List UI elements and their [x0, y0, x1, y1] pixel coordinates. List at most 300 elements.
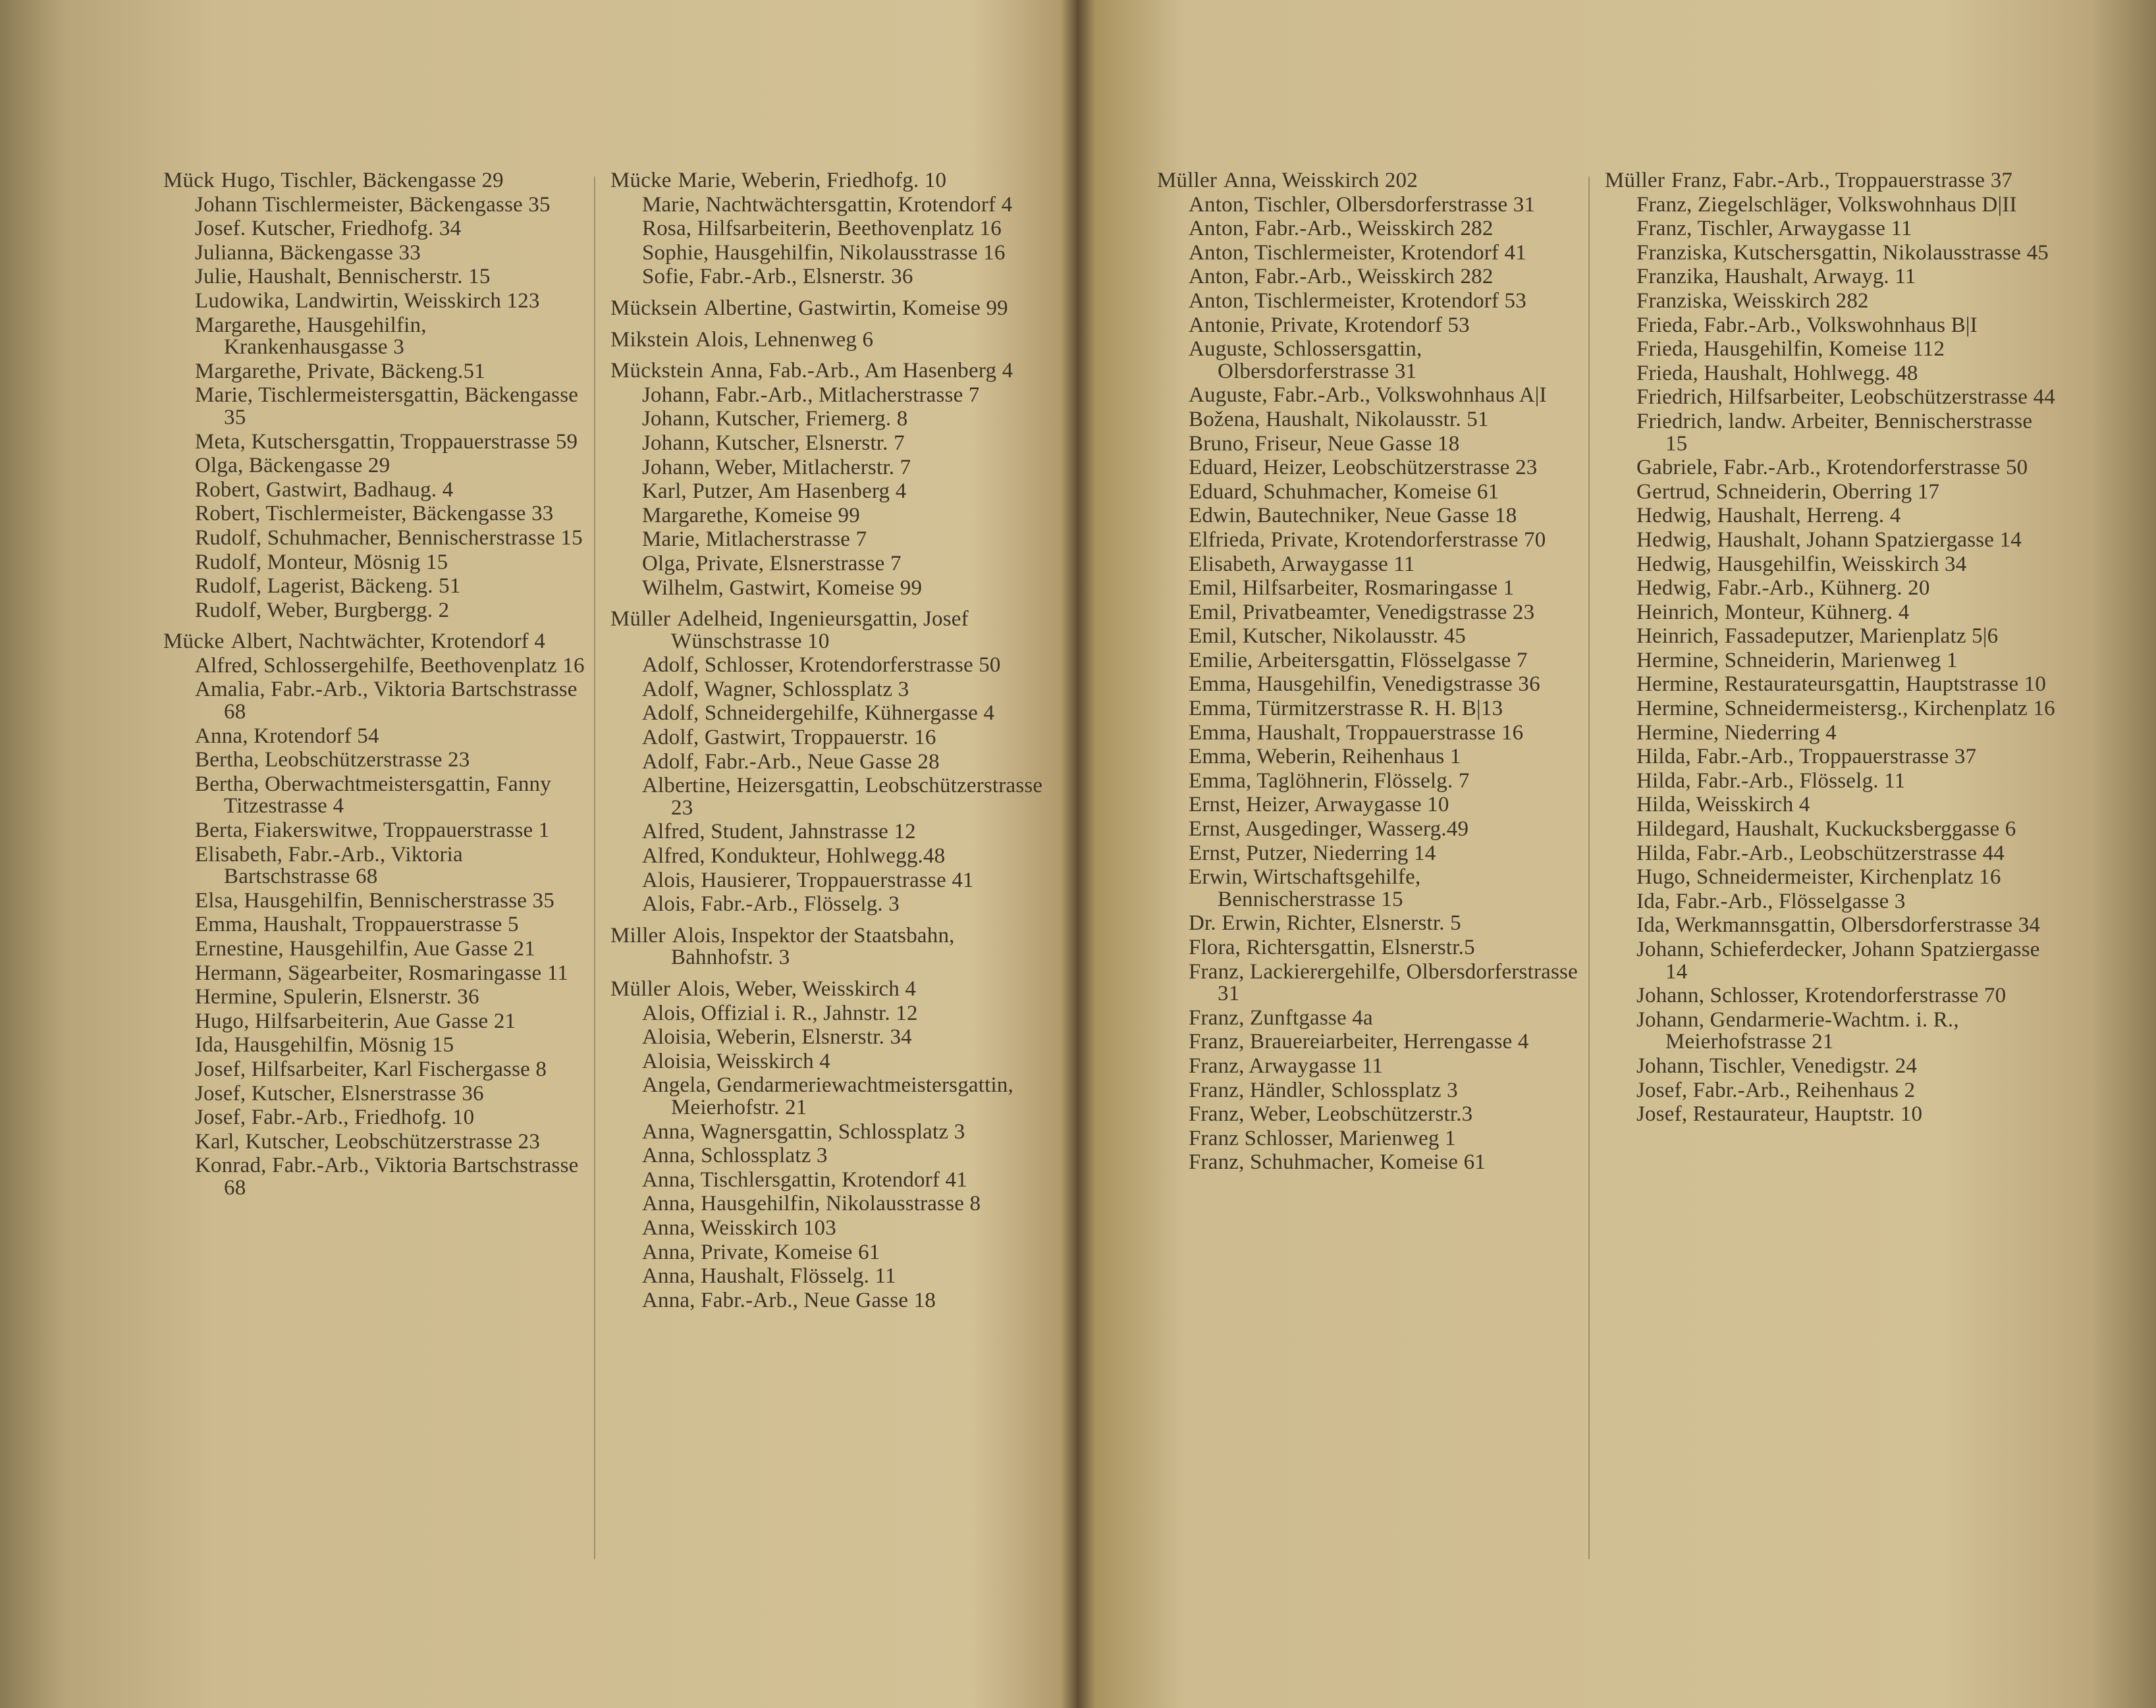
- entry-text: Friedrich, landw. Arbeiter, Bennischerstrasse 15: [1636, 409, 2033, 456]
- directory-entry: [163, 575, 585, 598]
- directory-entry: [163, 914, 585, 936]
- directory-entry: [1157, 385, 1578, 407]
- directory-entry: [1157, 481, 1578, 504]
- entry-text: Albertine, Gastwirtin, Komeise 99: [703, 296, 1008, 320]
- entry-text: Anna, Wagnersgattin, Schlossplatz 3: [642, 1119, 965, 1144]
- directory-entry: [1605, 650, 2059, 672]
- directory-entry: [1157, 794, 1578, 816]
- entry-text: Hermine, Schneiderin, Marienweg 1: [1636, 648, 1958, 672]
- directory-entry: [610, 194, 1058, 217]
- entry-text: Anna, Hausgehilfin, Nikolausstrasse 8: [642, 1192, 981, 1216]
- directory-entry: [1605, 481, 2059, 504]
- entry-text: Heinrich, Monteur, Kühnerg. 4: [1636, 600, 1910, 624]
- entry-text: Elfrieda, Private, Krotendorferstrasse 70: [1189, 527, 1546, 552]
- directory-entry: [1157, 409, 1578, 431]
- entry-text: Ernestine, Hausgehilfin, Aue Gasse 21: [195, 937, 535, 961]
- directory-entry: [163, 1034, 585, 1057]
- directory-entry: [1605, 411, 2059, 455]
- entry-text: Emil, Hilfsarbeiter, Rosmaringasse 1: [1189, 576, 1515, 600]
- directory-entry: [610, 1051, 1058, 1073]
- entry-text: Franz, Weber, Leobschützerstr.3: [1189, 1102, 1473, 1127]
- entry-text: Anna, Weisskirch 103: [642, 1215, 836, 1240]
- column-3: [1157, 170, 1578, 1176]
- directory-entry: [610, 679, 1058, 701]
- directory-entry: [1605, 915, 2059, 937]
- directory-entry: [610, 553, 1058, 575]
- surname: Müller: [1157, 169, 1218, 192]
- entry-text: Josef, Hilfsarbeiter, Karl Fischergasse 8: [195, 1057, 547, 1081]
- directory-entry: [163, 503, 585, 525]
- entry-text: Josef, Fabr.-Arb., Reihenhaus 2: [1636, 1078, 1916, 1102]
- entry-text: Hilda, Weisskirch 4: [1636, 793, 1810, 817]
- directory-entry: [1157, 1104, 1578, 1126]
- entry-text: Hedwig, Hausgehilfin, Weisskirch 34: [1636, 552, 1967, 576]
- entry-text: Ida, Hausgehilfin, Mösnig 15: [195, 1033, 454, 1057]
- directory-entry: [610, 894, 1058, 916]
- surname: Müller: [610, 977, 671, 1001]
- entry-text: Josef, Fabr.-Arb., Friedhofg. 10: [195, 1106, 475, 1130]
- directory-entry: [1157, 194, 1578, 217]
- entry-text: Hilda, Fabr.-Arb., Leobschützerstrasse 44: [1636, 841, 2005, 865]
- directory-entry: [1157, 433, 1578, 456]
- entry-text: Berta, Fiakerswitwe, Troppauerstrasse 1: [195, 818, 550, 843]
- surname: Mücke: [163, 629, 225, 654]
- entry-text: Alfred, Schlossergehilfe, Beethovenplatz 16: [195, 653, 585, 678]
- entry-text: Franz, Fabr.-Arb., Troppauerstrasse 37: [1671, 169, 2013, 192]
- directory-entry-surname: [163, 631, 585, 653]
- entry-text: Anton, Fabr.-Arb., Weisskirch 282: [1189, 217, 1494, 241]
- directory-entry-surname: [610, 170, 1058, 192]
- entry-text: Johann, Schlosser, Krotendorferstrasse 70: [1636, 984, 2007, 1008]
- directory-entry: [1157, 242, 1578, 265]
- directory-entry: [610, 433, 1058, 455]
- directory-entry: [1157, 626, 1578, 648]
- directory-entry: [1605, 939, 2059, 983]
- entry-text: Hildegard, Haushalt, Kuckucksberggasse 6: [1636, 817, 2016, 841]
- entry-text: Franz, Händler, Schlossplatz 3: [1189, 1078, 1458, 1102]
- directory-entry: [1605, 338, 2059, 361]
- directory-entry: [163, 844, 585, 888]
- column-divider: [594, 176, 595, 1559]
- entry-text: Adolf, Schneidergehilfe, Kühnergasse 4: [642, 701, 995, 726]
- directory-entry: [1157, 818, 1578, 841]
- entry-text: Bertha, Leobschützerstrasse 23: [195, 748, 470, 772]
- entry-text: Hedwig, Fabr.-Arb., Kühnerg. 20: [1636, 576, 1930, 600]
- directory-entry: [1157, 1128, 1578, 1150]
- directory-entry: [1605, 387, 2059, 409]
- entry-text: Alfred, Student, Jahnstrasse 12: [642, 820, 916, 844]
- directory-entry: [1605, 698, 2059, 720]
- directory-entry: [1157, 961, 1578, 1005]
- entry-text: Albert, Nachtwächter, Krotendorf 4: [230, 629, 546, 654]
- directory-entry: [610, 457, 1058, 479]
- directory-entry-surname: [1157, 170, 1578, 192]
- entry-text: Rosa, Hilfsarbeiterin, Beethovenplatz 16: [642, 217, 1002, 241]
- entry-text: Hilda, Fabr.-Arb., Troppauerstrasse 37: [1636, 745, 1977, 769]
- entry-text: Ernst, Putzer, Niederring 14: [1189, 841, 1436, 865]
- directory-entry: [163, 194, 585, 217]
- entry-text: Elisabeth, Fabr.-Arb., Viktoria Bartschstrasse 68: [195, 842, 463, 889]
- directory-entry: [163, 290, 585, 313]
- directory-entry: [1605, 1104, 2059, 1126]
- directory-entry: [1605, 315, 2059, 337]
- directory-entry: [610, 775, 1058, 819]
- entry-text: Anna, Weisskirch 202: [1224, 169, 1418, 192]
- entry-text: Auguste, Schlossersgattin, Olbersdorferstrasse 31: [1189, 337, 1422, 383]
- entry-text: Emma, Hausgehilfin, Venedigstrasse 36: [1189, 672, 1540, 697]
- directory-entry: [1605, 891, 2059, 913]
- directory-entry: [163, 455, 585, 477]
- column-divider: [1588, 176, 1590, 1559]
- directory-entry: [1157, 650, 1578, 672]
- directory-entry: [163, 479, 585, 502]
- directory-entry: [1157, 577, 1578, 600]
- directory-entry: [163, 1059, 585, 1081]
- directory-entry: [1605, 674, 2059, 696]
- directory-entry: [1157, 315, 1578, 337]
- entry-text: Emma, Haushalt, Troppauerstrasse 5: [195, 913, 519, 937]
- entry-text: Emma, Haushalt, Troppauerstrasse 16: [1189, 720, 1524, 745]
- directory-entry: [1605, 194, 2059, 217]
- directory-entry: [610, 1121, 1058, 1144]
- entry-text: Antonie, Private, Krotendorf 53: [1189, 313, 1470, 337]
- directory-entry: [1157, 457, 1578, 479]
- directory-entry: [610, 1290, 1058, 1312]
- entry-text: Ernst, Ausgedinger, Wasserg.49: [1189, 817, 1469, 841]
- directory-entry: [1605, 985, 2059, 1007]
- entry-text: Hermine, Schneidermeistersg., Kirchenplatz 16: [1636, 697, 2055, 721]
- directory-entry: [1605, 290, 2059, 313]
- entry-text: Adolf, Fabr.-Arb., Neue Gasse 28: [642, 749, 940, 774]
- directory-entry: [1157, 1055, 1578, 1078]
- directory-entry: [163, 938, 585, 961]
- directory-entry: [163, 1011, 585, 1033]
- entry-text: Anton, Tischlermeister, Krotendorf 53: [1189, 288, 1526, 313]
- directory-entry: [163, 385, 585, 429]
- directory-entry: [1605, 529, 2059, 552]
- directory-entry: [610, 408, 1058, 431]
- directory-entry: [610, 1266, 1058, 1288]
- entry-text: Alois, Fabr.-Arb., Flösselg. 3: [642, 892, 900, 917]
- directory-entry: [1605, 554, 2059, 576]
- directory-entry: [610, 1217, 1058, 1240]
- entry-text: Hugo, Tischler, Bäckengasse 29: [221, 169, 504, 192]
- entry-text: Josef, Restaurateur, Hauptstr. 10: [1636, 1102, 1923, 1127]
- directory-entry: [163, 218, 585, 240]
- entry-text: Aloisia, Weisskirch 4: [642, 1049, 830, 1073]
- entry-text: Eduard, Heizer, Leobschützerstrasse 23: [1189, 456, 1538, 480]
- surname: Miller: [610, 923, 666, 947]
- entry-text: Hedwig, Haushalt, Johann Spatziergasse 14: [1636, 527, 2022, 552]
- directory-entry-surname: [610, 608, 1058, 653]
- directory-entry: [1157, 554, 1578, 576]
- entry-text: Frieda, Haushalt, Hohlwegg. 48: [1636, 361, 1918, 385]
- directory-entry: [610, 218, 1058, 240]
- entry-text: Margarethe, Private, Bäckeng.51: [195, 359, 485, 383]
- directory-entry: [163, 431, 585, 454]
- directory-entry: [163, 527, 585, 550]
- directory-entry: [1605, 626, 2059, 648]
- entry-text: Edwin, Bautechniker, Neue Gasse 18: [1189, 504, 1517, 528]
- directory-entry: [163, 1131, 585, 1154]
- entry-text: Anna, Haushalt, Flösselg. 11: [642, 1264, 896, 1289]
- entry-text: Emil, Privatbeamter, Venedigstrasse 23: [1189, 600, 1535, 624]
- entry-text: Anna, Private, Komeise 61: [642, 1240, 880, 1264]
- entry-text: Alfred, Kondukteur, Hohlwegg.48: [642, 844, 946, 868]
- entry-text: Meta, Kutschersgattin, Troppauerstrasse 59: [195, 429, 578, 454]
- entry-text: Franziska, Kutschersgattin, Nikolausstrasse 45: [1636, 240, 2049, 265]
- entry-text: Franz, Arwaygasse 11: [1189, 1054, 1384, 1078]
- directory-entry: [1157, 529, 1578, 552]
- surname: Müller: [610, 607, 671, 631]
- entry-text: Marie, Mitlacherstrasse 7: [642, 527, 867, 552]
- directory-entry-surname: [610, 360, 1058, 383]
- directory-entry: [610, 1075, 1058, 1119]
- directory-entry: [610, 1145, 1058, 1167]
- entry-text: Rudolf, Lagerist, Bäckeng. 51: [195, 574, 461, 599]
- entry-text: Franz, Brauereiarbeiter, Herrengasse 4: [1189, 1030, 1529, 1054]
- directory-entry: [1605, 363, 2059, 385]
- directory-entry: [1605, 1080, 2059, 1102]
- entry-text: Hermine, Restaurateursgattin, Hauptstrasse 10: [1636, 672, 2047, 697]
- directory-entry: [1605, 602, 2059, 624]
- directory-entry: [610, 751, 1058, 774]
- entry-text: Ida, Fabr.-Arb., Flösselgasse 3: [1636, 889, 1906, 913]
- entry-text: Franz, Lackierergehilfe, Olbersdorferstrasse 31: [1189, 959, 1578, 1006]
- entry-text: Alois, Weber, Weisskirch 4: [677, 977, 917, 1001]
- directory-entry: [1605, 457, 2059, 479]
- entry-text: Aloisia, Weberin, Elsnerstr. 34: [642, 1025, 912, 1050]
- directory-entry: [163, 600, 585, 622]
- entry-text: Karl, Putzer, Am Hasenberg 4: [642, 479, 907, 504]
- directory-entry-surname: [610, 329, 1058, 352]
- entry-text: Frieda, Fabr.-Arb., Volkswohnhaus B|I: [1636, 313, 1978, 337]
- directory-entry: [1157, 843, 1578, 865]
- entry-text: Rudolf, Schuhmacher, Bennischerstrasse 15: [195, 525, 583, 550]
- directory-entry: [610, 266, 1058, 288]
- entry-text: Konrad, Fabr.-Arb., Viktoria Bartschstrasse 68: [195, 1154, 579, 1200]
- directory-entry: [610, 845, 1058, 868]
- entry-text: Elisabeth, Arwaygasse 11: [1189, 552, 1415, 576]
- directory-entry: [1157, 937, 1578, 959]
- entry-text: Margarethe, Komeise 99: [642, 503, 860, 527]
- directory-entry: [610, 385, 1058, 407]
- entry-text: Wilhelm, Gastwirt, Komeise 99: [642, 575, 923, 600]
- directory-entry: [163, 679, 585, 723]
- directory-entry-surname: [610, 978, 1058, 1001]
- directory-entry: [1157, 602, 1578, 624]
- directory-entry: [163, 1083, 585, 1106]
- directory-entry: [1157, 1080, 1578, 1102]
- surname: Mücksein: [610, 296, 697, 320]
- entry-text: Marie, Nachtwächtersgattin, Krotendorf 4: [642, 192, 1013, 217]
- entry-text: Robert, Tischlermeister, Bäckengasse 33: [195, 502, 554, 526]
- entry-text: Marie, Weberin, Friedhofg. 10: [678, 169, 947, 192]
- directory-entry: [1605, 722, 2059, 745]
- surname: Mikstein: [610, 327, 689, 352]
- entry-text: Franziska, Weisskirch 282: [1636, 288, 1869, 313]
- directory-entry: [1605, 1009, 2059, 1054]
- entry-text: Emma, Türmitzerstrasse R. H. B|13: [1189, 697, 1503, 721]
- entry-text: Emilie, Arbeitersgattin, Flösselgasse 7: [1189, 648, 1528, 672]
- entry-text: Eduard, Schuhmacher, Komeise 61: [1189, 479, 1499, 504]
- column-2: [610, 170, 1058, 1314]
- directory-entry: [610, 1003, 1058, 1025]
- entry-text: Ludowika, Landwirtin, Weisskirch 123: [195, 288, 540, 313]
- entry-text: Robert, Gastwirt, Badhaug. 4: [195, 477, 454, 502]
- directory-entry: [610, 821, 1058, 843]
- entry-text: Dr. Erwin, Richter, Elsnerstr. 5: [1189, 911, 1461, 936]
- entry-text: Anna, Krotendorf 54: [195, 724, 379, 748]
- entry-text: Karl, Kutscher, Leobschützerstrasse 23: [195, 1129, 541, 1154]
- directory-entry: [610, 529, 1058, 551]
- directory-entry: [1605, 818, 2059, 841]
- directory-entry: [163, 655, 585, 678]
- entry-text: Flora, Richtersgattin, Elsnerstr.5: [1189, 936, 1475, 959]
- directory-entry: [163, 242, 585, 265]
- entry-text: Hermann, Sägearbeiter, Rosmaringasse 11: [195, 961, 568, 985]
- entry-text: Hermine, Spulerin, Elsnerstr. 36: [195, 985, 479, 1009]
- directory-entry: [1605, 218, 2059, 240]
- entry-text: Anna, Fabr.-Arb., Neue Gasse 18: [642, 1288, 936, 1312]
- entry-text: Anna, Schlossplatz 3: [642, 1144, 828, 1168]
- directory-entry: [1605, 1055, 2059, 1078]
- entry-text: Božena, Haushalt, Nikolausstr. 51: [1189, 407, 1489, 431]
- entry-text: Bruno, Friseur, Neue Gasse 18: [1189, 431, 1460, 456]
- directory-entry: [163, 890, 585, 913]
- entry-text: Gabriele, Fabr.-Arb., Krotendorferstrasse 50: [1636, 456, 2028, 480]
- directory-entry: [163, 1155, 585, 1199]
- directory-entry: [1605, 242, 2059, 265]
- entry-text: Julie, Haushalt, Bennischerstr. 15: [195, 265, 491, 289]
- entry-text: Heinrich, Fassadeputzer, Marienplatz 5|6: [1636, 624, 1999, 649]
- entry-text: Emil, Kutscher, Nikolausstr. 45: [1189, 624, 1467, 649]
- directory-entry: [610, 1169, 1058, 1192]
- directory-entry: [1157, 338, 1578, 383]
- directory-entry: [610, 1193, 1058, 1215]
- entry-text: Johann Tischlermeister, Bäckengasse 35: [195, 192, 551, 217]
- directory-entry-surname: [1605, 170, 2059, 192]
- entry-text: Julianna, Bäckengasse 33: [195, 240, 421, 265]
- directory-entry: [1605, 505, 2059, 527]
- entry-text: Olga, Bäckengasse 29: [195, 454, 391, 478]
- entry-text: Margarethe, Hausgehilfin, Krankenhausgasse 3: [195, 313, 427, 360]
- directory-entry: [610, 242, 1058, 265]
- entry-text: Adelheid, Ingenieursgattin, Josef Wünschstrasse 10: [671, 607, 969, 653]
- directory-entry: [1605, 794, 2059, 816]
- directory-entry: [610, 654, 1058, 677]
- entry-text: Alois, Lehnenweg 6: [695, 327, 874, 352]
- directory-entry: [163, 1107, 585, 1129]
- directory-entry: [1157, 913, 1578, 935]
- entry-text: Rudolf, Monteur, Mösnig 15: [195, 550, 448, 574]
- entry-text: Hilda, Fabr.-Arb., Flösselg. 11: [1636, 768, 1906, 793]
- directory-entry: [1157, 698, 1578, 720]
- entry-text: Franz, Zunftgasse 4a: [1189, 1005, 1373, 1030]
- entry-text: Ernst, Heizer, Arwaygasse 10: [1189, 793, 1449, 817]
- entry-text: Alois, Hausierer, Troppauerstrasse 41: [642, 868, 974, 892]
- directory-entry: [610, 1027, 1058, 1049]
- directory-entry: [1157, 1031, 1578, 1054]
- directory-entry: [1157, 1152, 1578, 1174]
- entry-text: Hugo, Hilfsarbeiterin, Aue Gasse 21: [195, 1009, 516, 1033]
- column-4: [1605, 170, 2059, 1128]
- directory-entry: [610, 505, 1058, 527]
- entry-text: Johann, Gendarmerie-Wachtm. i. R., Meierhofstrasse 21: [1636, 1007, 1959, 1054]
- entry-text: Anna, Tischlersgattin, Krotendorf 41: [642, 1167, 967, 1192]
- entry-text: Alois, Offizial i. R., Jahnstr. 12: [642, 1001, 918, 1025]
- entry-text: Auguste, Fabr.-Arb., Volkswohnhaus A|I: [1189, 383, 1547, 408]
- directory-entry: [1157, 867, 1578, 911]
- directory-entry: [610, 870, 1058, 892]
- surname: Mücke: [610, 169, 672, 192]
- directory-entry: [1157, 722, 1578, 745]
- directory-entry: [163, 266, 585, 288]
- directory-entry: [1157, 505, 1578, 527]
- entry-text: Johann, Fabr.-Arb., Mitlacherstrasse 7: [642, 383, 980, 407]
- directory-entry-surname: [610, 298, 1058, 320]
- directory-entry: [1605, 746, 2059, 768]
- entry-text: Johann, Kutscher, Friemerg. 8: [642, 407, 908, 431]
- entry-text: Ida, Werkmannsgattin, Olbersdorferstrasse 34: [1636, 913, 2041, 938]
- entry-text: Bertha, Oberwachtmeistersgattin, Fanny Titzestrasse 4: [195, 772, 551, 818]
- entry-text: Anton, Tischlermeister, Krotendorf 41: [1189, 240, 1526, 265]
- column-1: [163, 170, 585, 1202]
- directory-entry-surname: [610, 925, 1058, 969]
- directory-entry: [1605, 266, 2059, 288]
- directory-entry: [610, 481, 1058, 503]
- directory-entry: [610, 577, 1058, 600]
- entry-text: Anton, Tischler, Olbersdorferstrasse 31: [1189, 192, 1536, 217]
- entry-text: Olga, Private, Elsnerstrasse 7: [642, 551, 902, 575]
- entry-text: Hermine, Niederring 4: [1636, 720, 1837, 745]
- directory-entry: [163, 986, 585, 1009]
- directory-entry: [163, 774, 585, 818]
- entry-text: Erwin, Wirtschaftsgehilfe, Bennischerstrasse 15: [1189, 865, 1421, 911]
- entry-text: Johann, Weber, Mitlacherstr. 7: [642, 455, 911, 479]
- entry-text: Franzika, Haushalt, Arwayg. 11: [1636, 265, 1916, 289]
- surname: Müller: [1605, 169, 1665, 192]
- directory-entry: [163, 361, 585, 383]
- directory-entry: [1605, 843, 2059, 865]
- entry-text: Adolf, Schlosser, Krotendorferstrasse 50: [642, 653, 1001, 678]
- entry-text: Hedwig, Haushalt, Herreng. 4: [1636, 504, 1901, 528]
- entry-text: Sophie, Hausgehilfin, Nikolausstrasse 16: [642, 240, 1006, 265]
- entry-text: Franz, Schuhmacher, Komeise 61: [1189, 1150, 1486, 1175]
- entry-text: Hugo, Schneidermeister, Kirchenplatz 16: [1636, 865, 2001, 890]
- entry-text: Josef, Kutscher, Elsnerstrasse 36: [195, 1081, 484, 1106]
- entry-text: Marie, Tischlermeistersgattin, Bäckengasse 35: [195, 383, 579, 429]
- right-page: [1078, 0, 2156, 1708]
- entry-text: Alois, Inspektor der Staatsbahn, Bahnhofstr. 3: [671, 923, 955, 970]
- entry-text: Johann, Kutscher, Elsnerstr. 7: [642, 431, 905, 455]
- directory-entry: [1605, 867, 2059, 889]
- entry-text: Frieda, Hausgehilfin, Komeise 112: [1636, 337, 1945, 361]
- entry-text: Elsa, Hausgehilfin, Bennischerstrasse 35: [195, 888, 554, 913]
- entry-text: Anton, Fabr.-Arb., Weisskirch 282: [1189, 265, 1494, 289]
- directory-entry: [163, 315, 585, 359]
- entry-text: Angela, Gendarmeriewachtmeistersgattin, Meierhofstr. 21: [642, 1073, 1013, 1119]
- entry-text: Albertine, Heizersgattin, Leobschützerstrasse 23: [642, 774, 1043, 820]
- directory-entry: [610, 1242, 1058, 1264]
- directory-entry: [1157, 674, 1578, 696]
- entry-text: Amalia, Fabr.-Arb., Viktoria Bartschstrasse 68: [195, 678, 578, 724]
- entry-text: Johann, Schieferdecker, Johann Spatziergasse 14: [1636, 938, 2040, 984]
- entry-text: Emma, Taglöhnerin, Flösselg. 7: [1189, 768, 1470, 793]
- directory-entry: [163, 726, 585, 748]
- entry-text: Adolf, Wagner, Schlossplatz 3: [642, 677, 909, 701]
- surname: Mück: [163, 169, 215, 192]
